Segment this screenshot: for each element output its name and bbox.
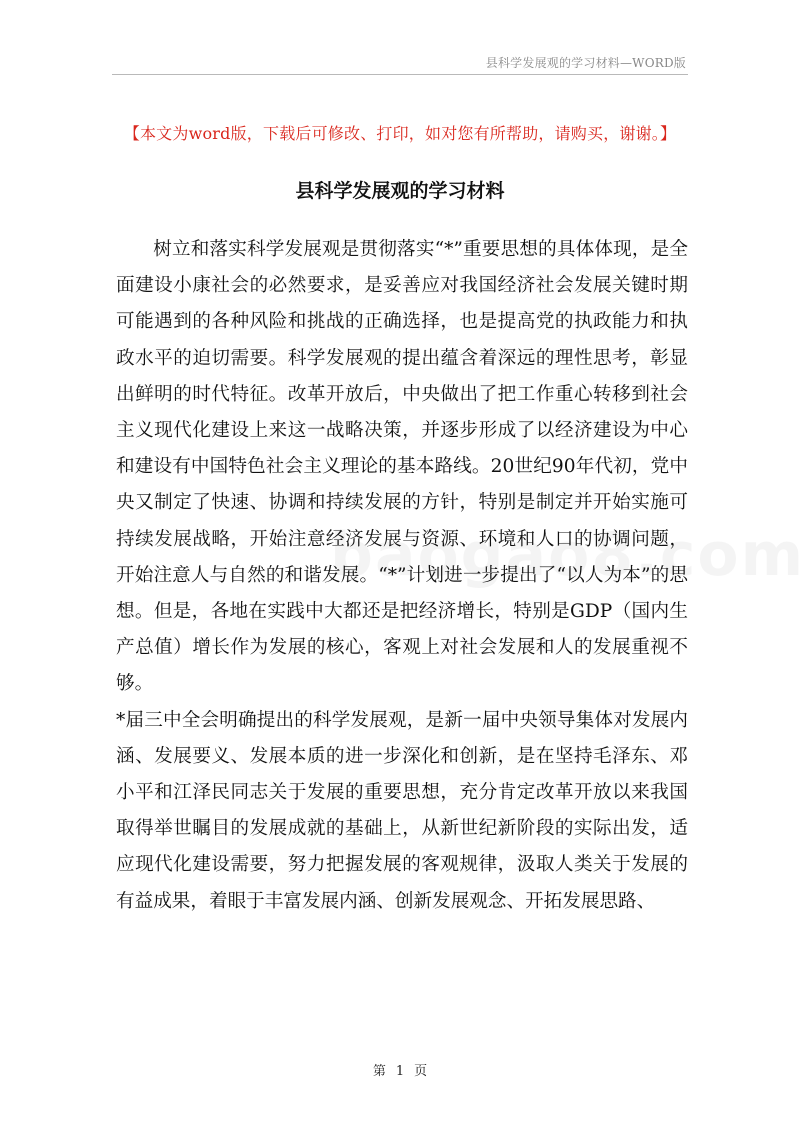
document-body xyxy=(116,232,688,920)
purchase-notice: 【本文为word版，下载后可修改、打印，如对您有所帮助，请购买，谢谢。】 xyxy=(123,124,677,143)
page-number: 1 xyxy=(395,1064,405,1079)
running-header: 县科学发展观的学习材料—WORD版 xyxy=(485,56,686,70)
body-paragraph: 树立和落实科学发展观是贯彻落实“*”重要思想的具体体现，是全面建设小康社会的必然要求，是妥善应对我国经济社会发展关键时期可能遇到的各种风险和挑战的正确选择，也是提高党的执政能力和执政水平的迫切需要。科学发展观的提出蕴含着深远的理性思考，彰显出鲜明的时代特征。改革开放后，中央做出了把工作重心转移到社会主义现代化建设上来这一战略决策，并逐步形成了以经济建设为中心和建设有中国特色社会主义理论的基本路线。20世纪90年代初，党中央又制定了快速、协调和持续发展的方针，特别是制定并开始实施可持续发展战略，开始注意经济发展与资源、环境和人口的协调问题，开始注意人与自然的和谐发展。“*”计划进一步提出了“以人为本”的思想。但是，各地在实践中大都还是把经济增长，特别是GDP（国内生产总值）增长作为发展的核心，客观上对社会发展和人的发展重视不够。 xyxy=(116,239,688,695)
body-paragraph: *届三中全会明确提出的科学发展观，是新一届中央领导集体对发展内涵、发展要义、发展本质的进一步深化和创新，是在坚持毛泽东、邓小平和江泽民同志关于发展的重要思想，充分肯定改革开放以来我国取得举世瞩目的发展成就的基础上，从新世纪新阶段的实际出发，适应现代化建设需要，努力把握发展的客观规律，汲取人类关于发展的有益成果，着眼于丰富发展内涵、创新发展观念、开拓发展思路、 xyxy=(116,709,688,912)
page-label-suffix: 页 xyxy=(414,1064,428,1079)
header-divider xyxy=(112,74,688,75)
page-label-prefix: 第 xyxy=(372,1064,386,1079)
page-footer xyxy=(0,1060,800,1079)
document-title: 县科学发展观的学习材料 xyxy=(295,180,505,202)
